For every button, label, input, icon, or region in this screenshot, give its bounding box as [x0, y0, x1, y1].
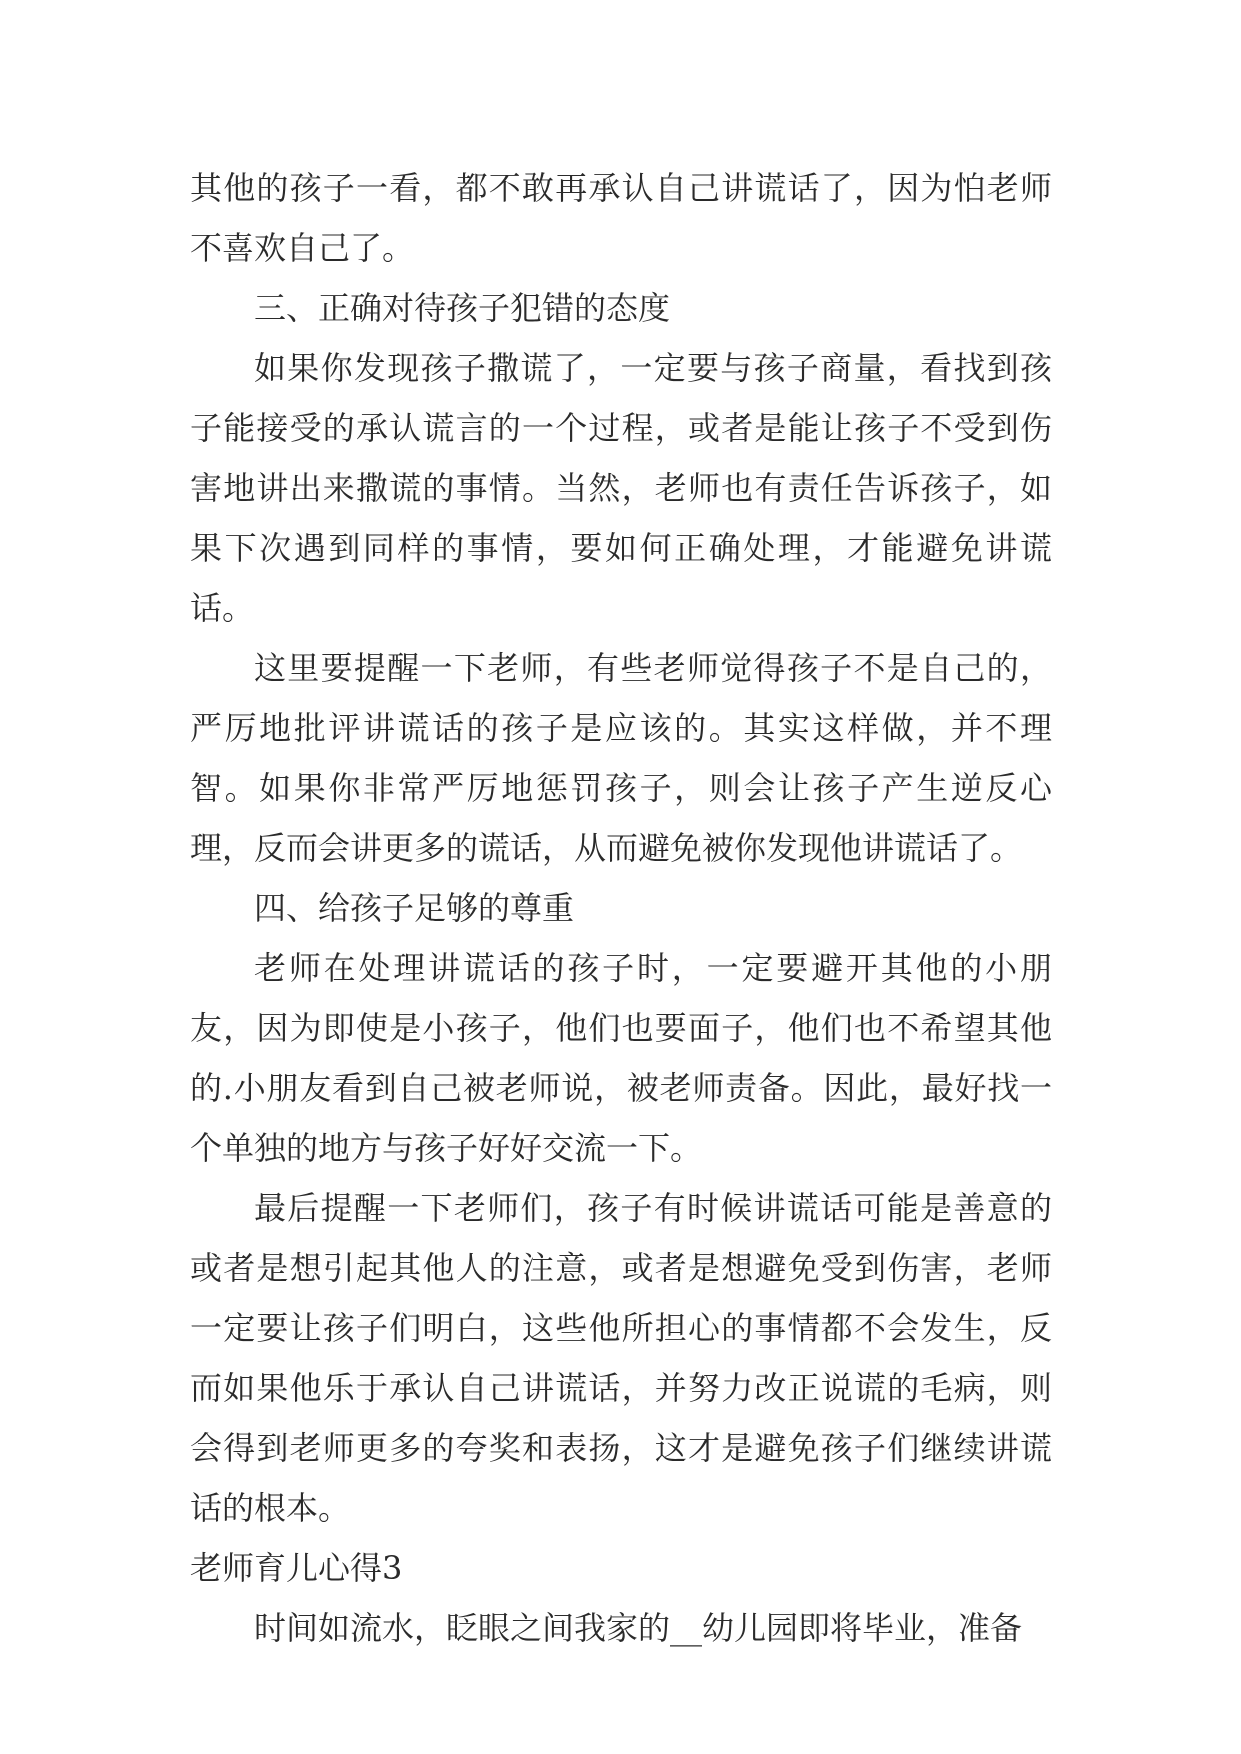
paragraph: 时间如流水，眨眼之间我家的__幼儿园即将毕业，准备: [254, 1609, 1023, 1647]
paragraph: 老师在处理讲谎话的孩子时，一定要避开其他的小朋友，因为即使是小孩子，他们也要面子，他们也不希望其他的.小朋友看到自己被老师说，被老师责备。因此，最好找一个单独的地方与孩子好好交流一下。: [190, 949, 1052, 1167]
document-body: [190, 158, 1052, 1658]
article-title: 老师育儿心得3: [190, 1549, 403, 1587]
section-heading-3: 三、正确对待孩子犯错的态度: [254, 289, 671, 327]
paragraph: 这里要提醒一下老师，有些老师觉得孩子不是自己的，严厉地批评讲谎话的孩子是应该的。其实这样做，并不理智。如果你非常严厉地惩罚孩子，则会让孩子产生逆反心理，反而会讲更多的谎话，从而避免被你发现他讲谎话了。: [190, 649, 1052, 867]
section-heading-4: 四、给孩子足够的尊重: [254, 889, 575, 927]
paragraph: 如果你发现孩子撒谎了，一定要与孩子商量，看找到孩子能接受的承认谎言的一个过程，或者是能让孩子不受到伤害地讲出来撒谎的事情。当然，老师也有责任告诉孩子，如果下次遇到同样的事情，要如何正确处理，才能避免讲谎话。: [190, 349, 1052, 627]
paragraph: 最后提醒一下老师们，孩子有时候讲谎话可能是善意的或者是想引起其他人的注意，或者是想避免受到伤害，老师一定要让孩子们明白，这些他所担心的事情都不会发生，反而如果他乐于承认自己讲谎话，并努力改正说谎的毛病，则会得到老师更多的夸奖和表扬，这才是避免孩子们继续讲谎话的根本。: [190, 1189, 1052, 1527]
paragraph-continuation: 其他的孩子一看，都不敢再承认自己讲谎话了，因为怕老师不喜欢自己了。: [190, 169, 1052, 267]
